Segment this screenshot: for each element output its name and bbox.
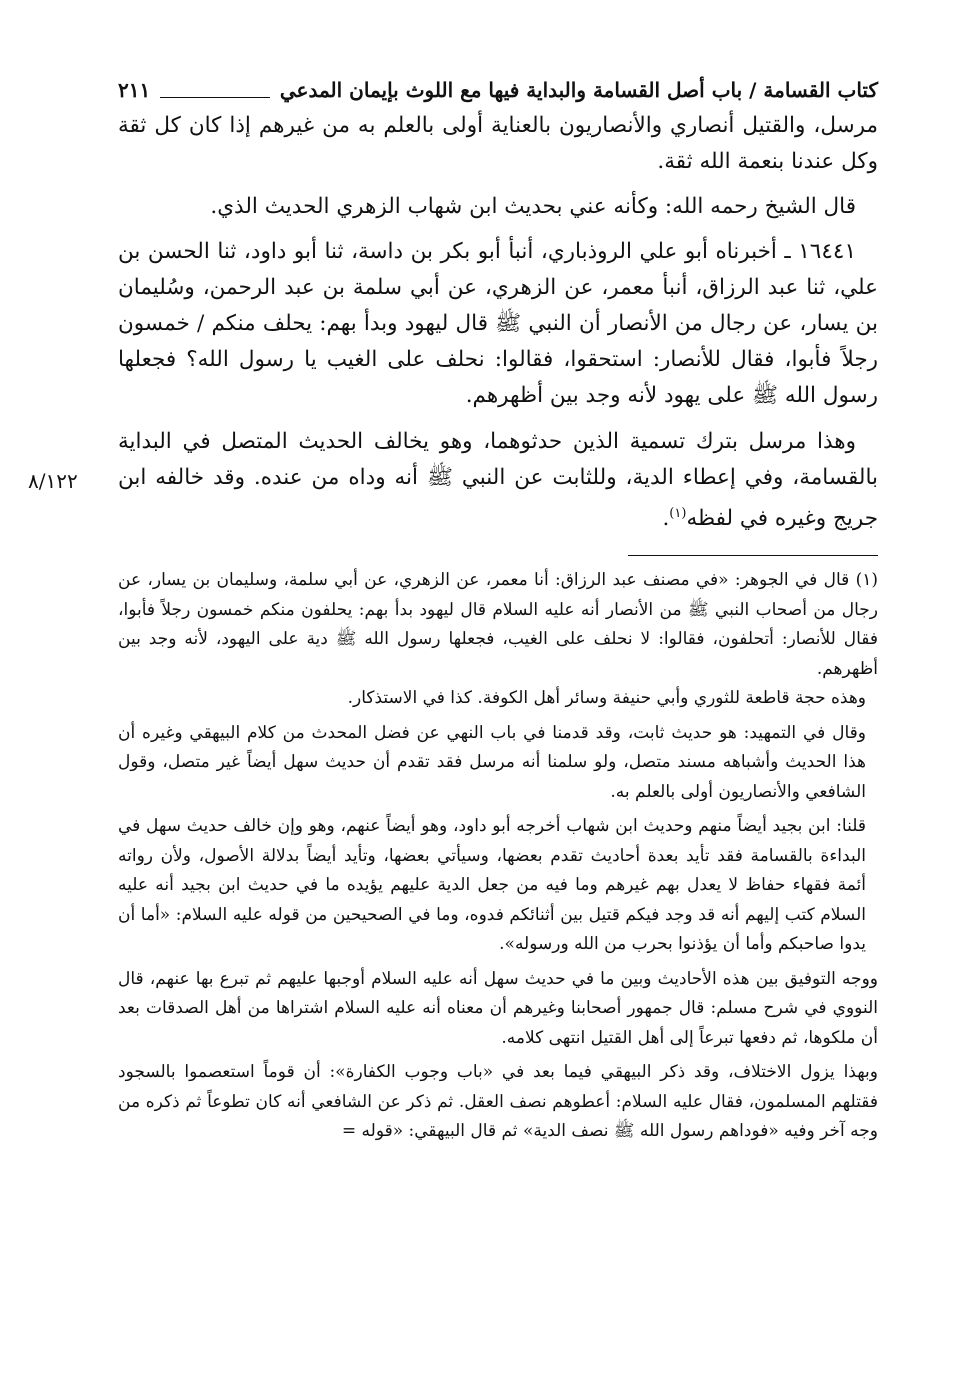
hadith-paragraph bbox=[118, 234, 878, 414]
paragraph-1: مرسل، والقتيل أنصاري والأنصاريون بالعناية أولى بالعلم به من غيرهم إذا كان كل ثقة وكل عندنا بنعمة الله ثقة. bbox=[118, 113, 878, 174]
footnote-divider bbox=[628, 555, 878, 556]
hadith-text-part-2: خمسون رجلاً فأبوا، فقال للأنصار: استحقوا، فقالوا: نحلف على الغيب يا رسول الله؟ فجعلها رسول الله ﷺ على يهود لأنه وجد بين أظهرهم. bbox=[118, 311, 878, 408]
footnote-marker[interactable]: (١) bbox=[669, 506, 687, 521]
page-number: ٢١١ bbox=[118, 78, 151, 102]
header-title: كتاب القسامة / باب أصل القسامة والبداية فيها مع اللوث بإيمان المدعي bbox=[279, 78, 878, 102]
main-text bbox=[28, 108, 878, 537]
footnotes bbox=[118, 566, 878, 1147]
footnote-para-4: قلنا: ابن بجيد أيضاً منهم وحديث ابن شهاب أخرجه أبو داود، وهو أيضاً عنهم، وهو وإن خالف حديث سهل في البداءة بالقسامة فقد تأيد بعدة أحاديث تقدم بعضها، وسيأتي بعضها، وتأيد أيضاً بدلالة الأصول، ولأن رواته أئمة فقهاء حفاظ لا يعدل بهم غيرهم وما فيه من جعل الدية عليهم يؤيده ما في حديث ابن بجيد أنه عليه السلام كتب إليهم أنه قد وجد فيكم قتيل بين أثنائكم فدوه، وما في الصحيحين من قوله عليه السلام: «أما أن يدوا صاحبكم وأما أن يؤذنوا بحرب من الله ورسوله». bbox=[118, 816, 866, 955]
header-rule bbox=[160, 97, 270, 98]
footnote-para-2: وهذه حجة قاطعة للثوري وأبي حنيفة وسائر أهل الكوفة. كذا في الاستذكار. bbox=[347, 688, 866, 709]
paragraph-4-end: . bbox=[662, 506, 670, 532]
running-header bbox=[118, 72, 878, 108]
footnote-1: (١) قال في الجوهر: «في مصنف عبد الرزاق: أنا معمر، عن الزهري، عن أبي سلمة، وسليمان بن يسار، عن رجال من أصحاب النبي ﷺ من الأنصار أنه عليه السلام قال ليهود بدأ بهم: يحلفون منكم خمسون رجلاً فأبوا، فقال للأنصار: أتحلفون، فقالوا: لا نحلف على الغيب، فجعلها رسول الله ﷺ دية على اليهود، لأنه وجد بين أظهرهم. bbox=[118, 570, 878, 679]
paragraph-4-text: وهذا مرسل بترك تسمية الذين حدثوهما، وهو يخالف الحديث المتصل في البداية بالقسامة، وفي إعطاء الدية، وللثابت عن النبي ﷺ أنه وداه من عنده. وقد خالفه ابن جريج وغيره في لفظه bbox=[118, 429, 878, 532]
margin-volume-page-reference: ٨/١٢٢ bbox=[28, 469, 78, 493]
footnote-para-3: وقال في التمهيد: هو حديث ثابت، وقد قدمنا في باب النهي عن فضل المحدث من كلام البيهقي وغيره أن هذا الحديث وأشباهه مسند متصل، ولو سلمنا أنه مرسل فقد تقدم أن حديث سهل أيضاً غير متصل، وقول الشافعي والأنصاريون أولى بالعلم به. bbox=[118, 722, 866, 802]
hadith-text-part-1: ١٦٤٤١ ـ أخبرناه أبو علي الروذباري، أنبأ أبو بكر بن داسة، ثنا أبو داود، ثنا الحسن بن علي، ثنا عبد الرزاق، أنبأ معمر، عن الزهري، عن أبي سلمة بن عبد الرحمن، وسُليمان بن يسار، عن رجال من الأنصار أن النبي ﷺ قال ليهود وبدأ بهم: يحلف منكم / bbox=[118, 239, 878, 336]
paragraph-2: قال الشيخ رحمه الله: وكأنه عني بحديث ابن شهاب الزهري الحديث الذي. bbox=[210, 194, 856, 219]
footnote-para-5: ووجه التوفيق بين هذه الأحاديث وبين ما في حديث سهل أنه عليه السلام أوجبها عليهم ثم تبرع بها عنهم، قال النووي في شرح مسلم: قال جمهور أصحابنا وغيرهم أن معناه أنه عليه السلام اشتراها من أهل الصدقات بعد أن ملكوها، ثم دفعها تبرعاً إلى أهل القتيل انتهى كلامه. bbox=[118, 968, 878, 1048]
paragraph-4 bbox=[118, 424, 878, 537]
book-page bbox=[28, 72, 878, 1147]
footnote-para-6: وبهذا يزول الاختلاف، وقد ذكر البيهقي فيما بعد في «باب وجوب الكفارة»: أن قوماً استعصموا بالسجود فقتلهم المسلمون، فقال عليه السلام: أعطوهم نصف العقل. ثم ذكر عن الشافعي أنه كان تطوعاً ثم ذكره من وجه آخر وفيه «فوداهم رسول الله ﷺ نصف الدية» ثم قال البيهقي: «قوله = bbox=[118, 1062, 878, 1142]
